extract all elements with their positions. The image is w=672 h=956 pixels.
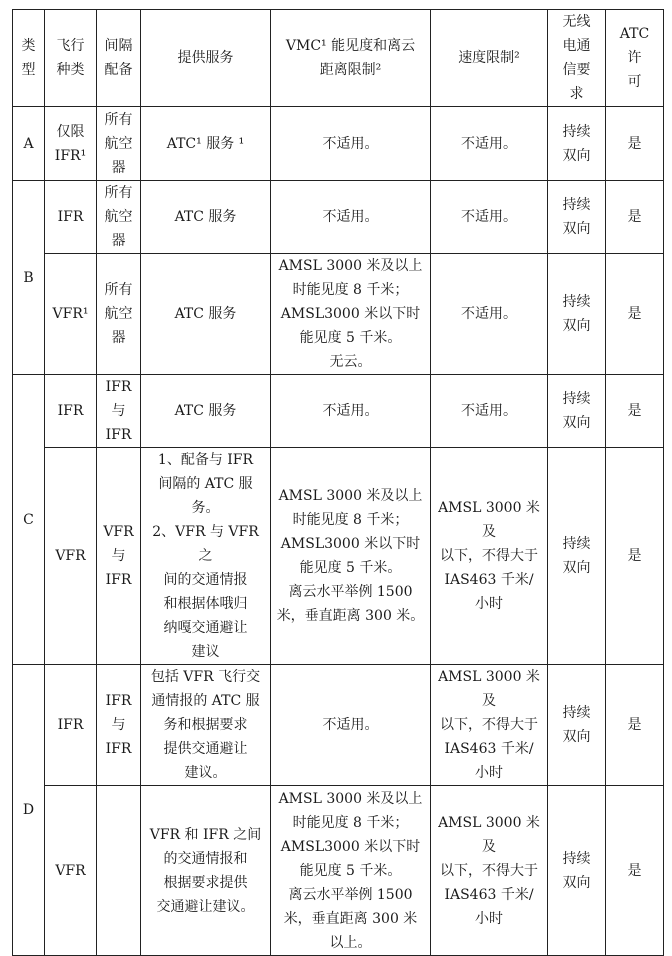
header-speed-limit: 速度限制² <box>431 10 548 107</box>
header-vmc: VMC¹ 能见度和离云 距离限制² <box>271 10 431 107</box>
radio-cell: 持续 双向 <box>548 665 606 786</box>
flight-rules-cell: IFR <box>45 665 97 786</box>
header-separation: 间隔 配备 <box>97 10 141 107</box>
separation-cell: IFR 与 IFR <box>97 375 141 448</box>
vmc-cell: 不适用。 <box>271 181 431 254</box>
separation-cell: 所有 航空 器 <box>97 107 141 181</box>
vmc-cell: AMSL 3000 米及以上 时能见度 8 千米； AMSL3000 米以下时 能见度 5 千米。 离云水平举例 1500 米，垂直距离 300 米 以上。 <box>271 786 431 956</box>
separation-cell: 所有 航空 器 <box>97 181 141 254</box>
table-row <box>13 375 664 448</box>
table-row <box>13 665 664 786</box>
flight-rules-cell: VFR <box>45 786 97 956</box>
services-cell: 1、配备与 IFR 间隔的 ATC 服 务。 2、VFR 与 VFR 之 间的交通情报 和根据体哦归 纳嘎交通避让 建议 <box>141 448 271 665</box>
vmc-cell: AMSL 3000 米及以上 时能见度 8 千米； AMSL3000 米以下时 能见度 5 千米。 无云。 <box>271 254 431 375</box>
header-class: 类 型 <box>13 10 45 107</box>
speed-cell: 不适用。 <box>431 375 548 448</box>
atc-cell: 是 <box>606 254 664 375</box>
vmc-cell: 不适用。 <box>271 107 431 181</box>
radio-cell: 持续 双向 <box>548 254 606 375</box>
class-cell-d: D <box>13 665 45 956</box>
atc-cell: 是 <box>606 375 664 448</box>
class-cell-c: C <box>13 375 45 665</box>
flight-rules-cell: IFR <box>45 181 97 254</box>
speed-cell: AMSL 3000 米及 以下，不得大于 IAS463 千米/ 小时 <box>431 665 548 786</box>
flight-rules-cell: VFR¹ <box>45 254 97 375</box>
table-row <box>13 181 664 254</box>
services-cell: ATC 服务 <box>141 375 271 448</box>
flight-rules-cell: 仅限 IFR¹ <box>45 107 97 181</box>
vmc-cell: 不适用。 <box>271 375 431 448</box>
services-cell: VFR 和 IFR 之间 的交通情报和 根据要求提供 交通避让建议。 <box>141 786 271 956</box>
table-row <box>13 107 664 181</box>
separation-cell: VFR 与 IFR <box>97 448 141 665</box>
atc-cell: 是 <box>606 181 664 254</box>
header-atc-clearance: ATC 许 可 <box>606 10 664 107</box>
flight-rules-cell: IFR <box>45 375 97 448</box>
header-flight-rules: 飞行 种类 <box>45 10 97 107</box>
separation-cell <box>97 786 141 956</box>
atc-cell: 是 <box>606 665 664 786</box>
header-services: 提供服务 <box>141 10 271 107</box>
services-cell: ATC 服务 <box>141 181 271 254</box>
radio-cell: 持续 双向 <box>548 786 606 956</box>
table-row <box>13 786 664 956</box>
flight-rules-cell: VFR <box>45 448 97 665</box>
table-row <box>13 448 664 665</box>
services-cell: 包括 VFR 飞行交 通情报的 ATC 服 务和根据要求 提供交通避让 建议。 <box>141 665 271 786</box>
vmc-cell: AMSL 3000 米及以上 时能见度 8 千米； AMSL3000 米以下时 能见度 5 千米。 离云水平举例 1500 米，垂直距离 300 米。 <box>271 448 431 665</box>
airspace-classification-table <box>12 9 664 956</box>
atc-cell: 是 <box>606 448 664 665</box>
header-radio-requirement: 无线 电通 信要 求 <box>548 10 606 107</box>
atc-cell: 是 <box>606 107 664 181</box>
radio-cell: 持续 双向 <box>548 181 606 254</box>
speed-cell: 不适用。 <box>431 181 548 254</box>
header-row <box>13 10 664 107</box>
vmc-cell: 不适用。 <box>271 665 431 786</box>
speed-cell: 不适用。 <box>431 107 548 181</box>
class-cell-b: B <box>13 181 45 375</box>
separation-cell: 所有 航空 器 <box>97 254 141 375</box>
radio-cell: 持续 双向 <box>548 375 606 448</box>
atc-cell: 是 <box>606 786 664 956</box>
separation-cell: IFR 与 IFR <box>97 665 141 786</box>
table-row <box>13 254 664 375</box>
speed-cell: AMSL 3000 米及 以下，不得大于 IAS463 千米/ 小时 <box>431 448 548 665</box>
services-cell: ATC 服务 <box>141 254 271 375</box>
class-cell-a: A <box>13 107 45 181</box>
speed-cell: AMSL 3000 米及 以下，不得大于 IAS463 千米/ 小时 <box>431 786 548 956</box>
services-cell: ATC¹ 服务 ¹ <box>141 107 271 181</box>
radio-cell: 持续 双向 <box>548 448 606 665</box>
speed-cell: 不适用。 <box>431 254 548 375</box>
radio-cell: 持续 双向 <box>548 107 606 181</box>
